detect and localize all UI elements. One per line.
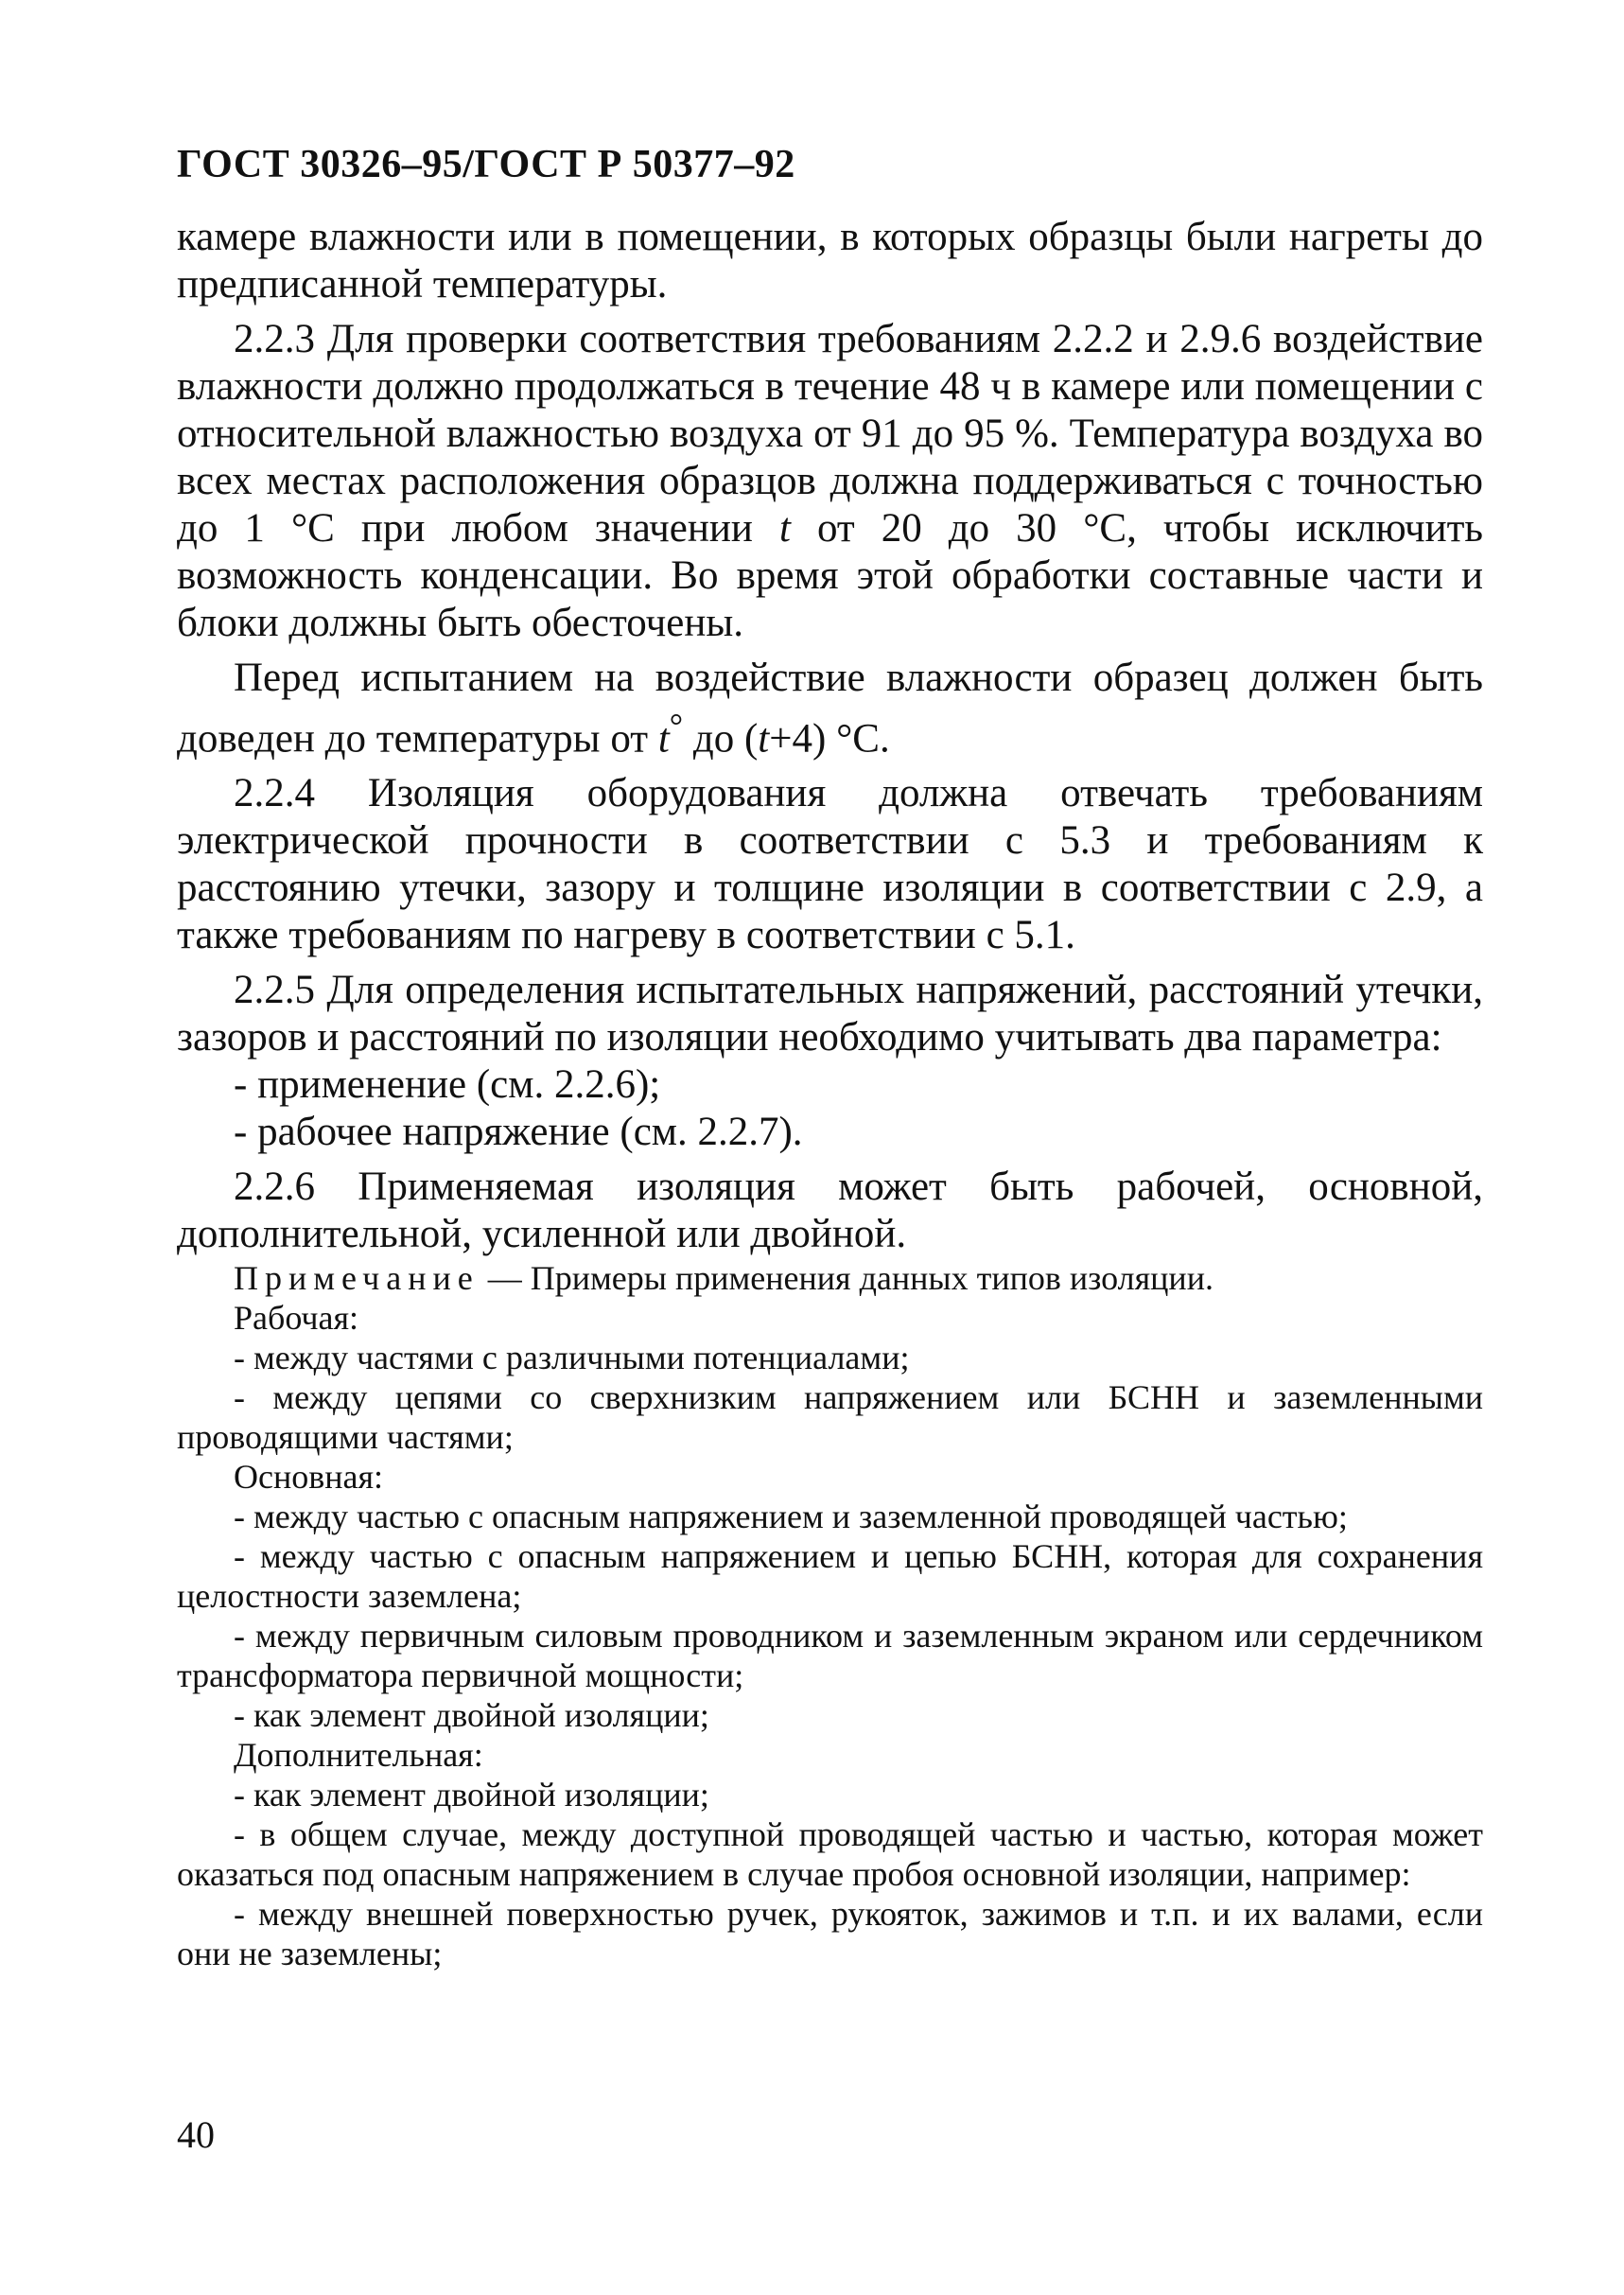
note-line: Рабочая: (234, 1299, 359, 1337)
note-line: - между частью с опасным напряжением и заземленной проводящей частью; (234, 1498, 1348, 1535)
paragraph-text: 2.2.3 Для проверки соответствия требованиям 2.2.2 и 2.9.6 воздействие влажности должно продолжаться в течение 48 ч в камере или помещении с относительной влажностью воздуха от 91 до 95 %. Температура воздуха во всех местах расположения образцов должна поддерживаться с точностью до 1 °С при любом значении (177, 317, 1483, 551)
note-label: Примечание (234, 1259, 480, 1297)
paragraph-text: от 20 до 30 °С, чтобы исключить возможность конденсации. Во время этой обработки составные части и блоки должны быть обесточены. (177, 506, 1484, 645)
variable-t: t (758, 716, 770, 762)
note-line: Дополнительная: (234, 1736, 483, 1774)
paragraph-2-2-4: 2.2.4 Изоляция оборудования должна отвечать требованиям электрической прочности в соответствии с 5.3 и требованиям к расстоянию утечки, зазору и толщине изоляции в соответствии с 2.9, а также требованиям по нагреву в соответствии с 5.1. (177, 771, 1483, 958)
page-number: 40 (177, 2113, 215, 2156)
paragraph-continuation: камере влажности или в помещении, в которых образцы были нагреты до предписанной температуры. (177, 215, 1483, 307)
note-heading (177, 1258, 1483, 1298)
paragraph-2-2-5: 2.2.5 Для определения испытательных напряжений, расстояний утечки, зазоров и расстояний по изоляции необходимо учитывать два параметра: (177, 968, 1483, 1060)
main-text (177, 214, 1483, 1266)
note-line: - между частями с различными потенциалами; (234, 1339, 910, 1376)
paragraph-2-2-3 (177, 316, 1483, 647)
note-line: - в общем случае, между доступной проводящей частью и частью, которая может оказаться под опасным напряжением в случае пробоя основной изоляции, например: (177, 1815, 1483, 1893)
paragraph-text: до ( (692, 716, 759, 762)
paragraph-2-2-6: 2.2.6 Применяемая изоляция может быть рабочей, основной, дополнительной, усиленной или двойной. (177, 1165, 1483, 1257)
paragraph-humidity-test: Перед испытанием на воздействие влажности образец должен быть доведен до температуры от t° до (t+4) °С. (177, 656, 1483, 762)
note-line: - между цепями со сверхнизким напряжением или БСНН и заземленными проводящими частями; (177, 1378, 1483, 1456)
note-intro: — Примеры применения данных типов изоляции. (487, 1259, 1214, 1297)
note-line: - между первичным силовым проводником и заземленным экраном или сердечником трансформатора первичной мощности; (177, 1617, 1483, 1694)
list-item: - применение (см. 2.2.6); (234, 1062, 661, 1108)
note-line: - между частью с опасным напряжением и цепью БСНН, которая для сохранения целостности заземлена; (177, 1537, 1483, 1615)
list-item: - рабочее напряжение (см. 2.2.7). (234, 1110, 803, 1155)
note-line: Основная: (234, 1458, 384, 1496)
paragraph-text: +4) °С. (769, 716, 890, 762)
variable-t: t (657, 716, 670, 762)
note-line: - как элемент двойной изоляции; (234, 1696, 709, 1734)
paragraph-text: Перед испытанием на воздействие влажности образец должен быть доведен до температуры от (177, 656, 1483, 762)
note-line: - между внешней поверхностью ручек, рукояток, зажимов и т.п. и их валами, если они не заземлены; (177, 1895, 1483, 1972)
note-line: - как элемент двойной изоляции; (234, 1776, 709, 1813)
note-block (177, 1258, 1483, 1973)
variable-t: t (778, 506, 791, 551)
standard-header: ГОСТ 30326–95/ГОСТ Р 50377–92 (177, 143, 795, 186)
